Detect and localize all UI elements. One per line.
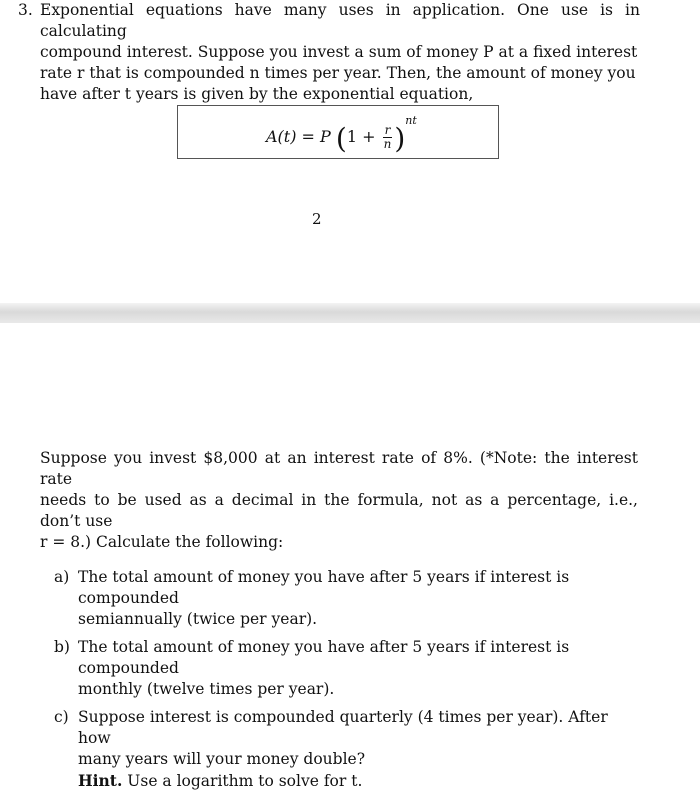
problem-number: 3.: [18, 1, 33, 19]
intro-line: Exponential equations have many uses in application. One use is in calculating: [40, 1, 640, 40]
part2-line: Suppose you invest $8,000 at an interest rate of 8%. (*Note: the interest rate: [40, 449, 638, 488]
problem-part2: [40, 448, 638, 799]
fraction-denominator: n: [383, 137, 392, 151]
formula-exponent: nt: [405, 114, 417, 127]
formula-one-plus: 1 +: [346, 127, 376, 146]
formula-box: [177, 105, 499, 159]
item-line: The total amount of money you have after 5 years if interest is compounded: [78, 568, 570, 607]
item-line: semiannually (twice per year).: [78, 610, 318, 628]
item-line: The total amount of money you have after 5 years if interest is compounded: [78, 638, 570, 677]
formula-lhs: A(t) = P: [266, 127, 331, 146]
part2-line: r = 8.) Calculate the following:: [40, 533, 284, 551]
part2-line: needs to be used as a decimal in the formula, not as a percentage, i.e., don’t use: [40, 491, 638, 530]
item-line: Suppose interest is compounded quarterly (4 times per year). After how: [78, 708, 608, 747]
item-label: b): [54, 638, 70, 656]
problem-intro-text: [40, 0, 640, 105]
hint-label: Hint.: [78, 771, 123, 790]
item-label: a): [54, 568, 70, 586]
question-item-b: [40, 637, 638, 700]
intro-line: rate r that is compounded n times per year. Then, the amount of money you: [40, 64, 636, 82]
page-divider: [0, 303, 700, 323]
item-line: monthly (twelve times per year).: [78, 680, 335, 698]
intro-line: compound interest. Suppose you invest a sum of money P at a fixed interest: [40, 43, 638, 61]
intro-line: have after t years is given by the exponential equation,: [40, 85, 474, 103]
part2-paragraph: [40, 448, 638, 553]
right-paren: ): [394, 122, 406, 155]
item-label: c): [54, 708, 69, 726]
question-list: [40, 567, 638, 792]
left-paren: (: [335, 122, 347, 155]
hint-text: Use a logarithm to solve for t.: [127, 772, 363, 790]
question-item-a: [40, 567, 638, 630]
question-item-c: [40, 707, 638, 792]
page-number: 2: [312, 210, 322, 228]
compound-interest-formula: [266, 114, 417, 155]
problem-intro: [18, 0, 640, 105]
hint-line: [78, 770, 638, 792]
rate-fraction: [383, 124, 393, 151]
fraction-numerator: r: [384, 123, 391, 137]
item-line: many years will your money double?: [78, 750, 366, 768]
